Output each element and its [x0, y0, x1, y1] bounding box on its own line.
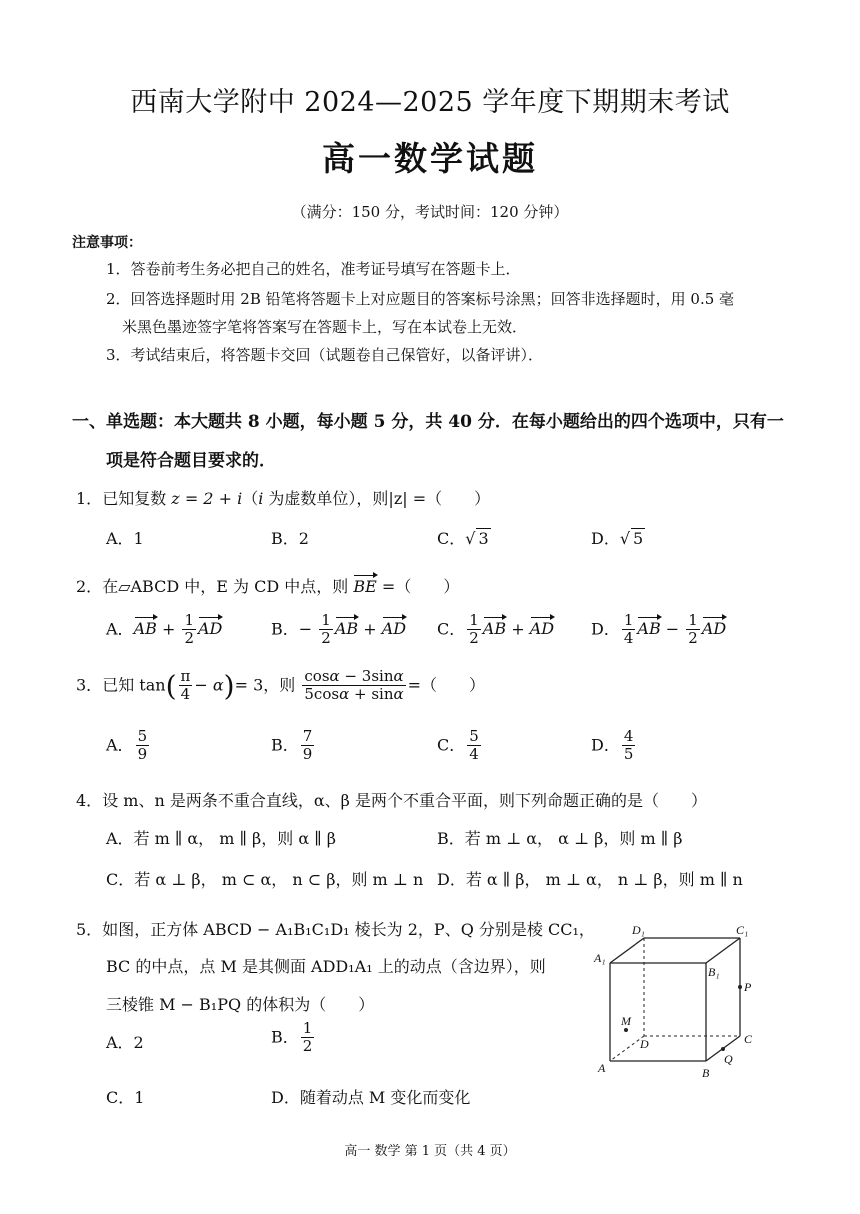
option-d[interactable]: D．√ 5: [591, 529, 644, 548]
note-item: 1．答卷前考生务必把自己的姓名，准考证号填写在答题卡上．: [106, 260, 521, 278]
label-a1: A₁: [594, 951, 606, 965]
label-q: Q: [724, 1052, 733, 1066]
option-a[interactable]: A．AB + $\frac{1}{2}$ AD: [106, 611, 223, 648]
label-p: P: [744, 980, 752, 994]
option-c[interactable]: C． $\frac{1}{2}$ AB + AD: [437, 611, 555, 648]
question-5: 5．如图，正方体 ABCD − A₁B₁C₁D₁ 棱长为 2，P、Q 分别是棱 CC₁，: [76, 920, 595, 939]
page-footer: 高一 数学 第 1 页（共 4 页）: [344, 1144, 516, 1159]
option-b[interactable]: B． $\frac{7}{9}$: [271, 727, 313, 764]
note-item: 3．考试结束后，将答题卡交回（试题卷自己保管好，以备评讲）．: [106, 346, 544, 364]
option-d[interactable]: D．随着动点 M 变化而变化: [271, 1088, 471, 1107]
option-a[interactable]: A．若 m ∥ α， m ∥ β，则 α ∥ β: [106, 829, 336, 848]
label-a: A: [598, 1061, 606, 1075]
label-b1: B₁: [708, 965, 720, 979]
option-c[interactable]: C．若 α ⊥ β， m ⊂ α， n ⊂ β，则 m ⊥ n: [106, 870, 424, 889]
section-heading-cont: 项是符合题目要求的．: [106, 451, 276, 471]
question-1: 1．已知复数 z = 2 + i（i 为虚数单位），则|z| =（ ）: [76, 489, 491, 508]
option-c[interactable]: C．√ 3: [437, 529, 489, 548]
option-a[interactable]: A．2: [106, 1033, 144, 1052]
label-b: B: [702, 1066, 710, 1080]
option-d[interactable]: D． $\frac{4}{5}$: [591, 727, 634, 764]
question-number: 1．: [76, 489, 103, 508]
option-b[interactable]: B．− $\frac{1}{2}$ AB + AD: [271, 611, 407, 648]
section-heading: 一、单选题：本大题共 8 小题，每小题 5 分，共 40 分．在每小题给出的四个选项中，只有一: [72, 412, 784, 432]
question-2: 2．在▱ABCD 中，E 为 CD 中点，则 BE =（ ）: [76, 577, 460, 596]
label-d: D: [640, 1037, 649, 1051]
option-a[interactable]: A．1: [106, 529, 144, 548]
question-3: 3．已知 tan( $\frac{\pi}{4}$ − α)= 3，则 $\frac{\cos\alpha - 3\sin\alpha}{5\cos\alpha + \sin\alpha}$ =（ ）: [76, 667, 486, 704]
exam-school-title: 西南大学附中 2024—2025 学年度下期期末考试: [130, 87, 730, 118]
label-m: M: [621, 1014, 631, 1028]
question-5-line: 三棱锥 M − B₁PQ 的体积为（ ）: [106, 995, 375, 1014]
option-d[interactable]: D．若 α ∥ β， m ⊥ α， n ⊥ β，则 m ∥ n: [437, 870, 743, 889]
label-d1: D₁: [632, 923, 645, 937]
question-5-line: BC 的中点，点 M 是其侧面 ADD₁A₁ 上的动点（含边界），则: [106, 957, 546, 976]
label-c: C: [744, 1032, 753, 1046]
exam-info: （满分：150 分，考试时间：120 分钟）: [291, 203, 569, 221]
option-d[interactable]: D． $\frac{1}{4}$ AB − $\frac{1}{2}$ AD: [591, 611, 727, 648]
note-item: 米黑色墨迹签字笔将答案写在答题卡上，写在本试卷上无效．: [122, 318, 528, 336]
option-a[interactable]: A． $\frac{5}{9}$: [106, 727, 148, 764]
question-4: 4．设 m、n 是两条不重合直线，α、β 是两个不重合平面，则下列命题正确的是（ ）: [76, 791, 707, 810]
option-b[interactable]: B．2: [271, 529, 309, 548]
cube-figure: [588, 918, 768, 1083]
option-c[interactable]: C．1: [106, 1088, 145, 1107]
label-c1: C₁: [736, 923, 749, 937]
note-item: 2．回答选择题时用 2B 铅笔将答题卡上对应题目的答案标号涂黑；回答非选择题时，用 0.5 毫: [106, 290, 735, 308]
exam-subject-title: 高一数学试题: [322, 139, 538, 178]
option-b[interactable]: B．若 m ⊥ α， α ⊥ β，则 m ∥ β: [437, 829, 683, 848]
notes-heading: 注意事项：: [72, 235, 142, 251]
option-b[interactable]: B． $\frac{1}{2}$: [271, 1019, 313, 1056]
option-c[interactable]: C． $\frac{5}{4}$: [437, 727, 479, 764]
